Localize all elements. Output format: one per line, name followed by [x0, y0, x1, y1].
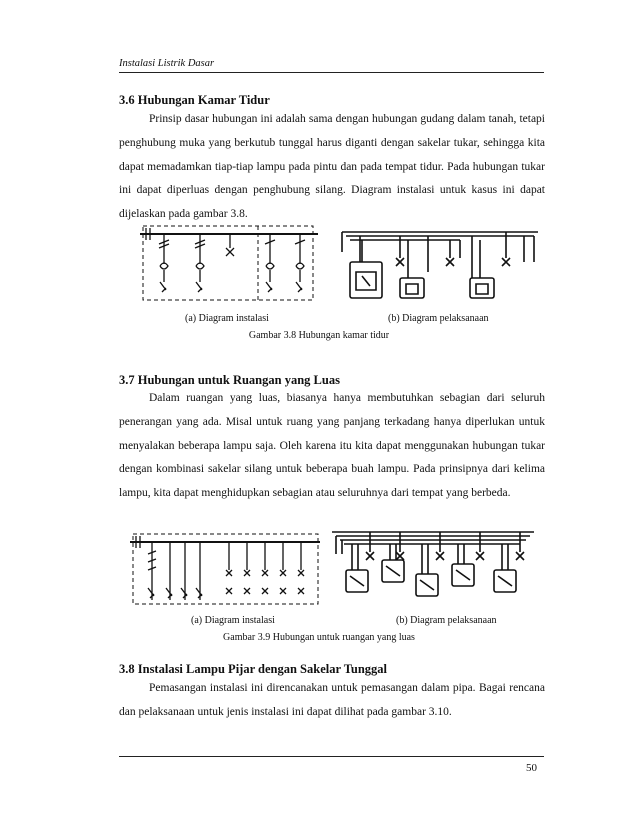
figure-3-9-caption-b: (b) Diagram pelaksanaan	[396, 615, 497, 626]
section-3-8-heading: 3.8 Instalasi Lampu Pijar dengan Sakelar Tunggal	[119, 662, 388, 676]
figure-3-8-caption-b: (b) Diagram pelaksanaan	[388, 313, 489, 324]
section-3-6-heading: 3.6 Hubungan Kamar Tidur	[119, 93, 270, 107]
footer-rule	[119, 756, 544, 757]
section-3-6-paragraph	[119, 108, 545, 227]
section-3-7-paragraph	[119, 387, 545, 506]
figure-3-9-caption-a: (a) Diagram instalasi	[191, 615, 275, 626]
section-3-8-paragraph	[119, 677, 545, 725]
section-3-7-heading: 3.7 Hubungan untuk Ruangan yang Luas	[119, 373, 340, 387]
figure-3-8-caption: Gambar 3.8 Hubungan kamar tidur	[248, 330, 390, 341]
figure-3-8-caption-a: (a) Diagram instalasi	[185, 313, 269, 324]
figure-3-8-installation-diagram	[140, 222, 320, 307]
running-head: Instalasi Listrik Dasar	[119, 58, 215, 69]
section-3-8-text: Pemasangan instalasi ini direncanakan untuk pemasangan dalam pipa. Bagai rencana dan pelaksanaan untuk jenis instalasi ini dapat dilihat pada gambar 3.10.	[119, 682, 545, 718]
header-rule	[119, 72, 544, 73]
figure-3-9-caption: Gambar 3.9 Hubungan untuk ruangan yang luas	[223, 632, 415, 643]
page-number: 50	[526, 762, 537, 774]
section-3-7-text: Dalam ruangan yang luas, biasanya hanya membutuhkan sebagian dari seluruh penerangan yang ada. Misal untuk ruang yang panjang terkadang hanya diperlukan untuk menyalakan beberapa lampu saja. Oleh karena itu kita dapat menggunakan hubungan tukar dengan kombinasi sakelar silang untuk beberapa buah lampu. Pada prinsipnya dari kelima lampu, kita dapat menghidupkan sebagian atau seluruhnya dari tempat yang berbeda.	[119, 392, 545, 500]
section-3-6-text: Prinsip dasar hubungan ini adalah sama dengan hubungan gudang dalam tanah, tetapi penghubung muka yang berkutub tunggal harus diganti dengan sakelar tukar, sehingga kita dapat memadamkan tiap-tiap lampu pada pintu dan pada tempat tidur. Pada hubungan tukar ini dapat diperluas dengan penghubung silang. Diagram instalasi untuk kasus ini dapat dijelaskan pada gambar 3.8.	[119, 113, 545, 221]
figure-3-9-execution-diagram	[330, 524, 538, 610]
figure-3-9-installation-diagram	[130, 528, 320, 610]
figure-3-8-execution-diagram	[340, 222, 540, 312]
